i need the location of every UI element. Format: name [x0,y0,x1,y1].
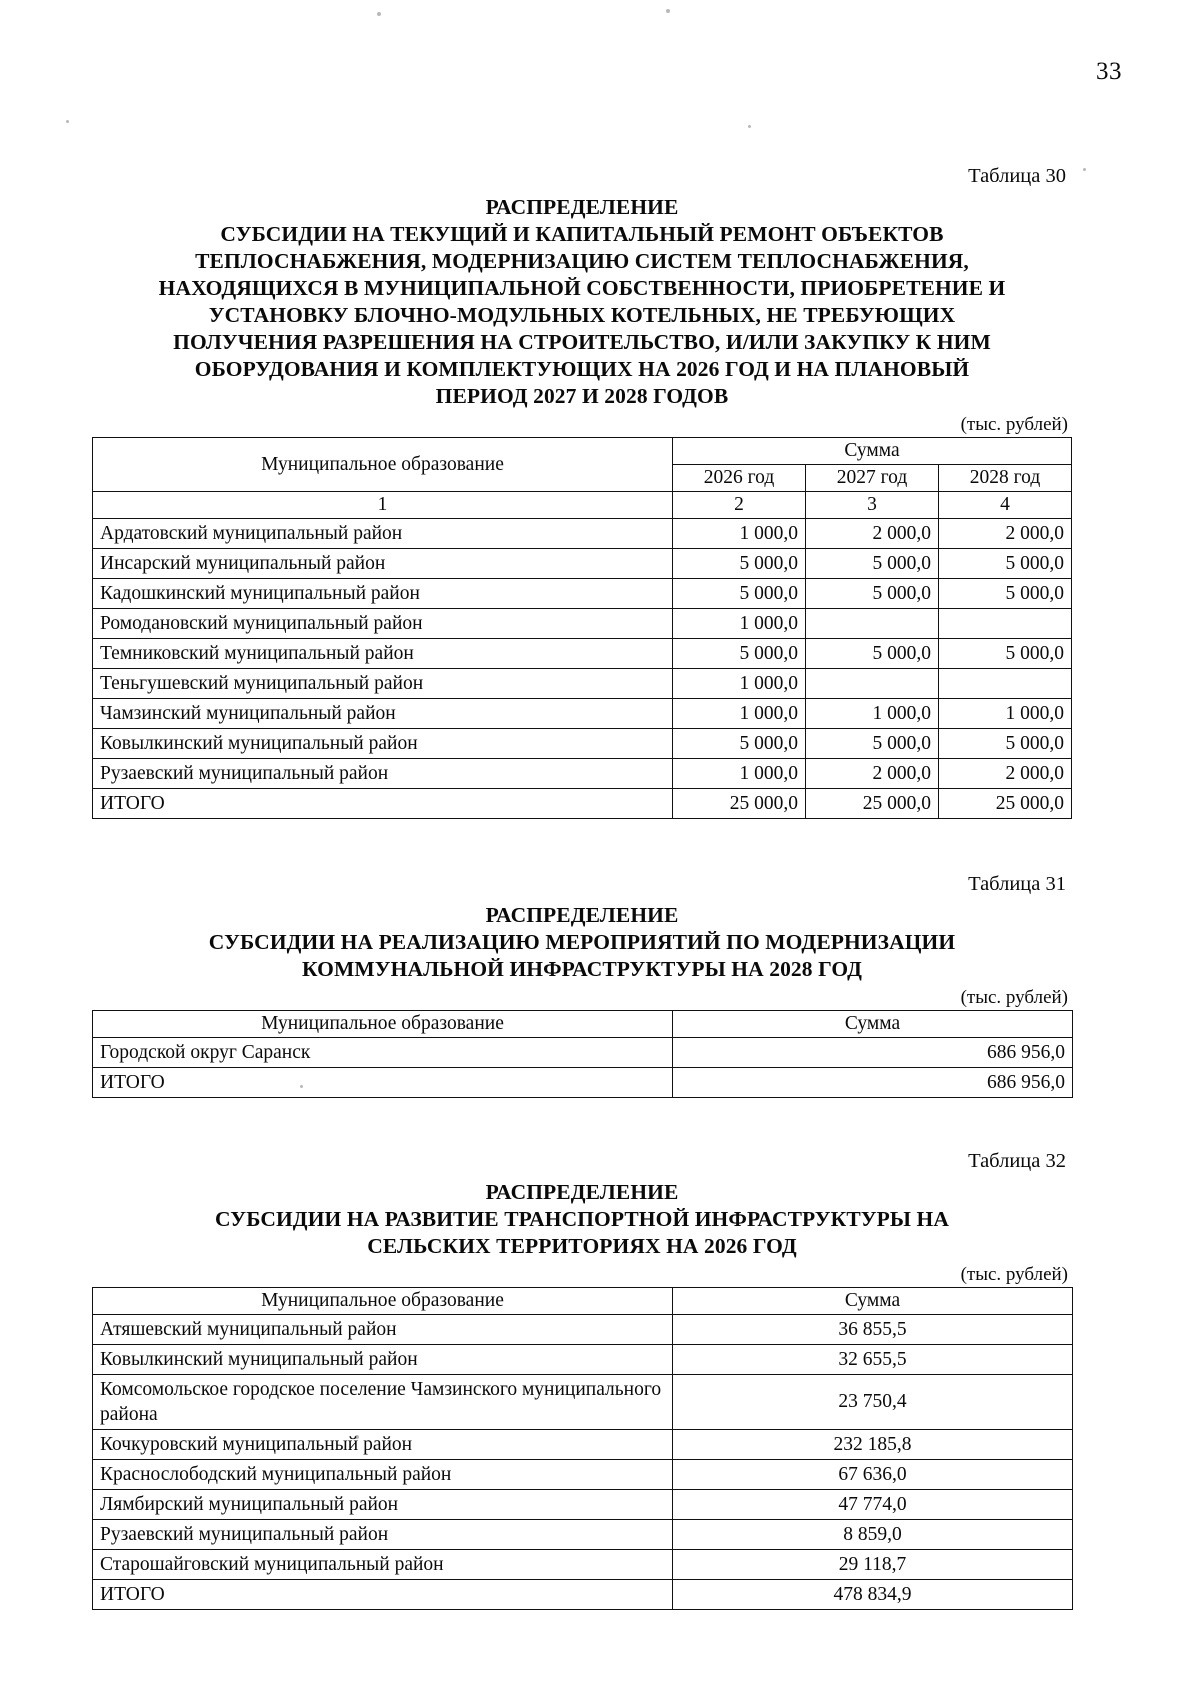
column-number: 3 [806,492,939,519]
table-section-32 [92,1150,1072,1610]
total-row [93,1068,1073,1098]
municipality-name: Рузаевский муниципальный район [93,1520,673,1550]
municipality-name: Ромодановский муниципальный район [93,609,673,639]
amount-2026: 1 000,0 [673,519,806,549]
table-row [93,1550,1073,1580]
title-line: РАСПРЕДЕЛЕНИЕ [485,1180,679,1204]
municipality-name: Темниковский муниципальный район [93,639,673,669]
amount-2028 [939,669,1072,699]
total-row [93,789,1072,819]
amount-2026: 5 000,0 [673,729,806,759]
column-header-name: Муниципальное образование [93,438,673,492]
table-row [93,1430,1073,1460]
municipality-name: Атяшевский муниципальный район [93,1315,673,1345]
amount: 36 855,5 [673,1315,1073,1345]
table-row [93,1375,1073,1430]
amount-2026: 5 000,0 [673,639,806,669]
total-2028: 25 000,0 [939,789,1072,819]
table-row [93,519,1072,549]
units-label: (тыс. рублей) [960,414,1068,435]
units-label: (тыс. рублей) [960,987,1068,1008]
amount-2026: 1 000,0 [673,669,806,699]
amount-2027: 5 000,0 [806,729,939,759]
section-spacer [92,1098,1072,1150]
municipality-name: Чамзинский муниципальный район [93,699,673,729]
column-numbering-row [93,492,1072,519]
column-number: 4 [939,492,1072,519]
table-title [92,902,1072,983]
table-row [93,639,1072,669]
table-header-row [93,1288,1073,1315]
distribution-table-31 [92,1010,1073,1098]
amount-2027: 2 000,0 [806,759,939,789]
amount-2028: 5 000,0 [939,549,1072,579]
amount: 32 655,5 [673,1345,1073,1375]
table-caption: Таблица 32 [968,1150,1066,1172]
amount-2028 [939,609,1072,639]
table-row [93,759,1072,789]
scan-speck [748,125,751,128]
total-label: ИТОГО [93,1068,673,1098]
column-header-year-2026: 2026 год [673,465,806,492]
amount: 29 118,7 [673,1550,1073,1580]
amount-2028: 5 000,0 [939,639,1072,669]
title-line: ОБОРУДОВАНИЯ И КОМПЛЕКТУЮЩИХ НА 2026 ГОД И НА ПЛАНОВЫЙ [194,357,970,381]
amount-2027: 5 000,0 [806,549,939,579]
table-row [93,579,1072,609]
table-caption: Таблица 30 [968,165,1066,187]
column-header-year-2028: 2028 год [939,465,1072,492]
municipality-name: Инсарский муниципальный район [93,549,673,579]
distribution-table-30 [92,437,1072,819]
title-line: УСТАНОВКУ БЛОЧНО-МОДУЛЬНЫХ КОТЕЛЬНЫХ, НЕ ТРЕБУЮЩИХ [208,303,956,327]
amount-2028: 5 000,0 [939,729,1072,759]
total-row [93,1580,1073,1610]
total-amount: 686 956,0 [673,1068,1073,1098]
distribution-table-32 [92,1287,1073,1610]
total-amount: 478 834,9 [673,1580,1073,1610]
column-header-year-2027: 2027 год [806,465,939,492]
table-header-row [93,438,1072,465]
amount: 23 750,4 [673,1375,1073,1430]
title-line: СУБСИДИИ НА РЕАЛИЗАЦИЮ МЕРОПРИЯТИЙ ПО МОДЕРНИЗАЦИИ [208,930,956,954]
title-line: СЕЛЬСКИХ ТЕРРИТОРИЯХ НА 2026 ГОД [367,1234,797,1258]
title-line: ПОЛУЧЕНИЯ РАЗРЕШЕНИЯ НА СТРОИТЕЛЬСТВО, И/ИЛИ ЗАКУПКУ К НИМ [173,330,991,354]
total-label: ИТОГО [93,789,673,819]
column-header-sum: Сумма [673,1288,1073,1315]
municipality-name: Старошайговский муниципальный район [93,1550,673,1580]
title-line: СУБСИДИИ НА РАЗВИТИЕ ТРАНСПОРТНОЙ ИНФРАСТРУКТУРЫ НА [214,1207,950,1231]
table-title [92,1179,1072,1260]
amount-2027: 2 000,0 [806,519,939,549]
municipality-name: Краснослободский муниципальный район [93,1460,673,1490]
municipality-name: Ковылкинский муниципальный район [93,729,673,759]
column-header-group: Сумма [673,438,1072,465]
amount-2028: 2 000,0 [939,759,1072,789]
amount-2026: 1 000,0 [673,699,806,729]
scan-speck [377,12,381,16]
table-row [93,609,1072,639]
title-line: ПЕРИОД 2027 И 2028 ГОДОВ [435,384,729,408]
column-number: 1 [93,492,673,519]
table-row [93,729,1072,759]
amount-2026: 1 000,0 [673,759,806,789]
column-number: 2 [673,492,806,519]
table-row [93,1520,1073,1550]
amount-2028: 1 000,0 [939,699,1072,729]
amount-2028: 5 000,0 [939,579,1072,609]
title-line: ТЕПЛОСНАБЖЕНИЯ, МОДЕРНИЗАЦИЮ СИСТЕМ ТЕПЛОСНАБЖЕНИЯ, [195,249,969,273]
table-row [93,549,1072,579]
title-line: СУБСИДИИ НА ТЕКУЩИЙ И КАПИТАЛЬНЫЙ РЕМОНТ ОБЪЕКТОВ [220,222,944,246]
table-row [93,699,1072,729]
title-line: НАХОДЯЩИХСЯ В МУНИЦИПАЛЬНОЙ СОБСТВЕННОСТИ, ПРИОБРЕТЕНИЕ И [158,276,1006,300]
table-title [92,194,1072,410]
amount-2026: 5 000,0 [673,549,806,579]
column-header-sum: Сумма [673,1011,1073,1038]
units-label: (тыс. рублей) [960,1264,1068,1285]
amount-2028: 2 000,0 [939,519,1072,549]
scan-speck [666,9,670,13]
municipality-name: Ковылкинский муниципальный район [93,1345,673,1375]
table-row [93,1345,1073,1375]
column-header-name: Муниципальное образование [93,1011,673,1038]
municipality-name: Кочкуровский муниципальный район [93,1430,673,1460]
municipality-name: Рузаевский муниципальный район [93,759,673,789]
total-2026: 25 000,0 [673,789,806,819]
municipality-name: Комсомольское городское поселение Чамзинского муниципального района [93,1375,673,1430]
amount-2027 [806,669,939,699]
municipality-name: Ардатовский муниципальный район [93,519,673,549]
amount-2027: 1 000,0 [806,699,939,729]
title-line: РАСПРЕДЕЛЕНИЕ [485,903,679,927]
table-row [93,1460,1073,1490]
document-content [92,165,1072,1610]
municipality-name: Городской округ Саранск [93,1038,673,1068]
title-line: КОММУНАЛЬНОЙ ИНФРАСТРУКТУРЫ НА 2028 ГОД [302,957,862,981]
total-2027: 25 000,0 [806,789,939,819]
amount: 232 185,8 [673,1430,1073,1460]
section-spacer [92,819,1072,873]
amount: 686 956,0 [673,1038,1073,1068]
total-label: ИТОГО [93,1580,673,1610]
amount-2026: 1 000,0 [673,609,806,639]
table-caption: Таблица 31 [968,873,1066,895]
table-row [93,1490,1073,1520]
scan-speck [1083,168,1086,171]
page-number: 33 [1096,58,1122,85]
amount-2026: 5 000,0 [673,579,806,609]
municipality-name: Кадошкинский муниципальный район [93,579,673,609]
amount: 47 774,0 [673,1490,1073,1520]
amount-2027: 5 000,0 [806,579,939,609]
municipality-name: Лямбирский муниципальный район [93,1490,673,1520]
amount-2027 [806,609,939,639]
amount-2027: 5 000,0 [806,639,939,669]
municipality-name: Теньгушевский муниципальный район [93,669,673,699]
table-section-30 [92,165,1072,819]
table-row [93,1315,1073,1345]
amount: 8 859,0 [673,1520,1073,1550]
table-section-31 [92,873,1072,1098]
table-header-row [93,1011,1073,1038]
table-row [93,669,1072,699]
amount: 67 636,0 [673,1460,1073,1490]
title-line: РАСПРЕДЕЛЕНИЕ [485,195,679,219]
table-row [93,1038,1073,1068]
column-header-name: Муниципальное образование [93,1288,673,1315]
scan-speck [66,120,69,123]
